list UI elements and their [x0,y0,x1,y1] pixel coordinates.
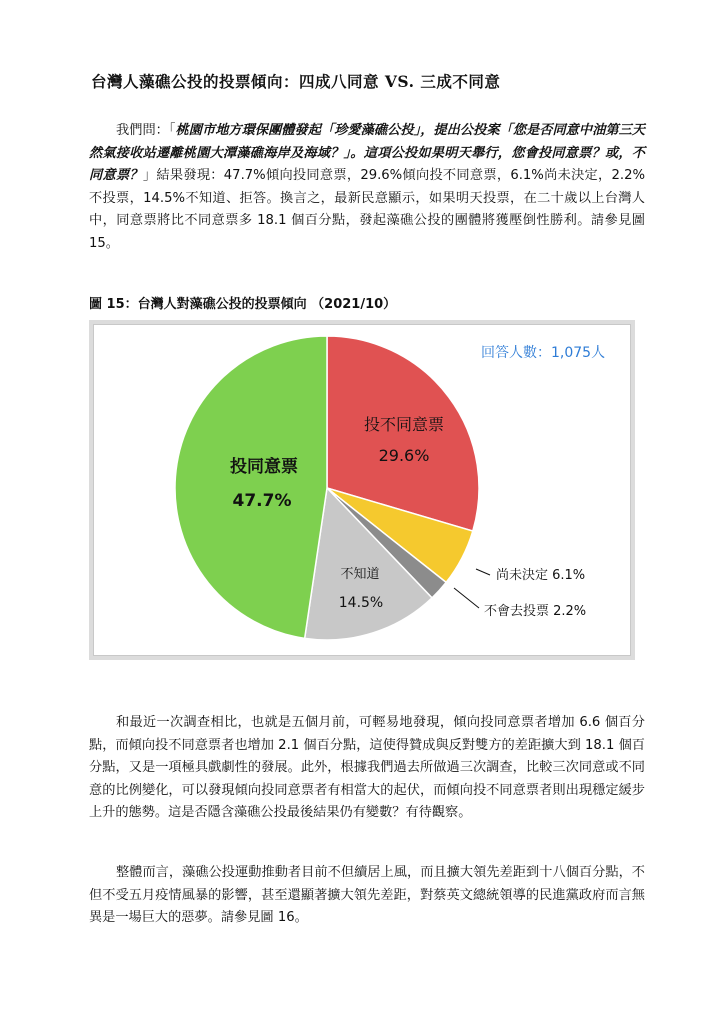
slice-value-unknown: 14.5% [338,595,384,611]
respondents-note: 回答人數：1,075人 [481,345,606,361]
chart-frame [89,320,635,660]
label-undecided: 尚未決定 6.1% [496,568,586,583]
chart-area [93,324,631,656]
slice-value-oppose: 29.6% [378,446,430,465]
leader-line-not-vote [454,588,479,608]
slice-value-agree: 47.7% [232,491,292,511]
slice-label-unknown: 不知道 [340,567,380,582]
pie-chart [94,325,630,655]
leader-line-undecided [476,569,490,575]
slice-label-agree: 投同意票 [230,457,298,477]
paragraph-2: 和最近一次調查相比，也就是五個月前，可輕易地發現，傾向投同意票者增加 6.6 個百分點，而傾向投不同意票者也增加 2.1 個百分點，這使得贊成與反對雙方的差距擴大到 18.1 個百分點，又是一項極具戲劇性的發展。此外，根據我們過去所做過三次調查，比較三次同意或不同意的比例變化，可以發現傾向投同意票者有相當大的起伏，而傾向投不同意票者則出現穩定緩步上升的態勢。這是否隱含藻礁公投最後結果仍有變數？有待觀察。 [89,715,645,820]
slice-label-oppose: 投不同意票 [363,415,445,434]
pie-slice-agree [175,336,327,638]
paragraph-1-result: 」結果發現：47.7%傾向投同意票，29.6%傾向投不同意票，6.1%尚未決定，2.2%不投票，14.5%不知道、拒答。換言之，最新民意顯示，如果明天投票，在二十歲以上台灣人中，同意票將比不同意票多 18.1 個百分點，發起藻礁公投的團體將獲壓倒性勝利。請參見圖 15。 [89,168,646,251]
page-title: 台灣人藻礁公投的投票傾向：四成八同意 VS. 三成不同意 [91,72,501,91]
paragraph-3: 整體而言，藻礁公投運動推動者目前不但續居上風，而且擴大領先差距到十八個百分點，不但不受五月疫情風暴的影響，甚至還顯著擴大領先差距，對蔡英文總統領導的民進黨政府而言無異是一場巨大的惡夢。請參見圖 16。 [89,865,645,925]
label-not-vote: 不會去投票 2.2% [484,604,587,619]
paragraph-1-lead: 我們問：「 [116,123,176,138]
figure-caption: 圖 15：台灣人對藻礁公投的投票傾向 （2021/10） [89,297,397,312]
survey-question: 桃園市地方環保團體發起「珍愛藻礁公投」，提出公投案「您是否同意中油第三天然氣接收站遷離桃園大潭藻礁海岸及海域？」。這項公投如果明天舉行，您會投同意票？或，不同意票？ [89,123,645,183]
paragraph-1 [89,120,645,255]
